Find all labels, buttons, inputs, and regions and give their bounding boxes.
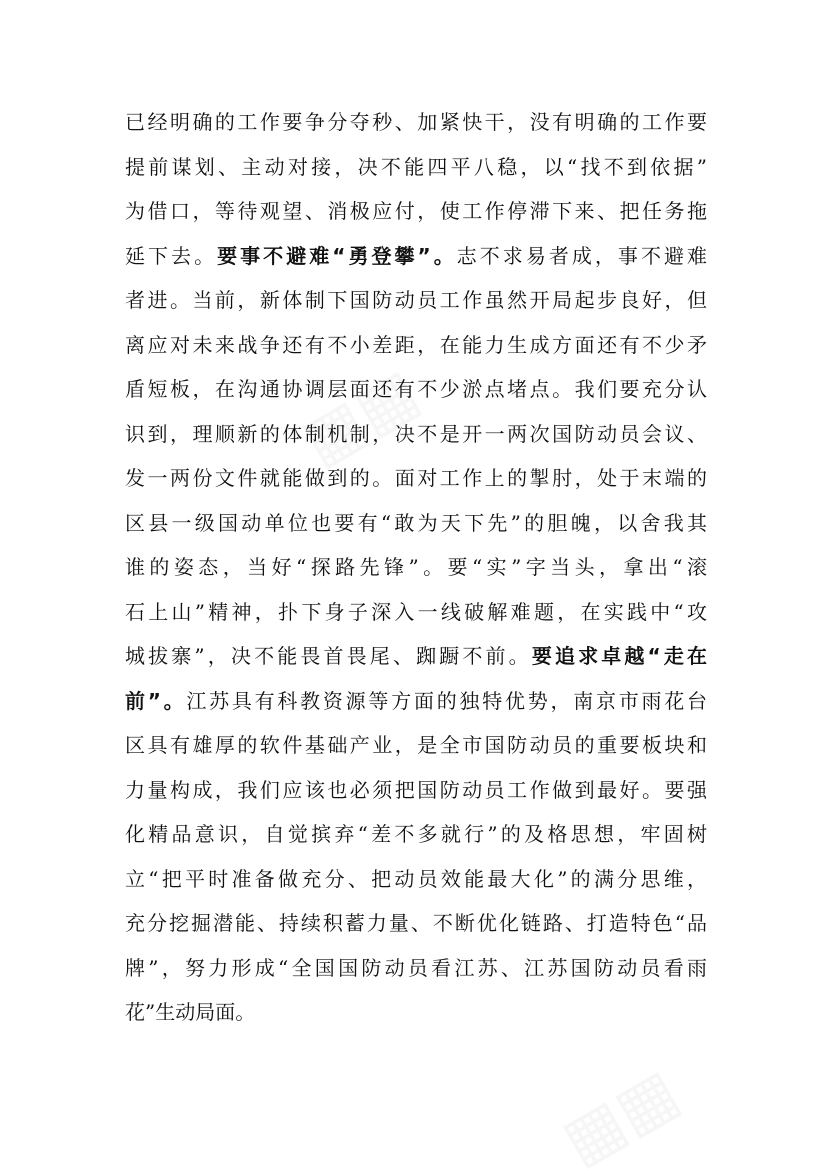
text-run: 延下去。 <box>125 243 218 268</box>
bold-heading-run: 要追求卓越“走在 <box>531 644 707 668</box>
text-run: 立“把平时准备做充分、把动员效能最大化”的满分思维， <box>125 866 707 891</box>
watermark-logo <box>550 1055 692 1174</box>
text-line <box>125 501 707 546</box>
text-run: 城拔寨”，决不能畏首畏尾、踟蹰不前。 <box>125 644 532 668</box>
text-run: 江苏具有科教资源等方面的独特优势，南京市雨花台 <box>186 688 707 713</box>
text-line <box>125 857 707 902</box>
text-line <box>125 456 707 501</box>
text-line <box>125 545 707 590</box>
text-run: 发一两份文件就能做到的。面对工作上的掣肘，处于末端的 <box>125 466 707 490</box>
text-run: 充分挖掘潜能、持续积蓄力量、不断优化链路、打造特色“品 <box>125 911 707 935</box>
text-line <box>125 189 707 234</box>
text-run: 者进。当前，新体制下国防动员工作虽然开局起步良好，但 <box>125 288 707 312</box>
text-run: 区具有雄厚的软件基础产业，是全市国防动员的重要板块和 <box>125 733 707 757</box>
text-line <box>125 946 707 991</box>
text-line <box>125 723 707 768</box>
text-run: 花”生动局面。 <box>125 1000 256 1024</box>
text-run: 识到，理顺新的体制机制，决不是开一两次国防动员会议、 <box>125 421 707 446</box>
text-line <box>125 768 707 813</box>
text-run: 盾短板，在沟通协调层面还有不少淤点堵点。我们要充分认 <box>125 377 707 401</box>
text-line <box>125 145 707 190</box>
text-run: 区县一级国动单位也要有“敢为天下先”的胆魄，以舍我其 <box>125 510 707 535</box>
text-line <box>125 367 707 412</box>
text-line <box>125 234 707 279</box>
text-run: 化精品意识，自觉摈弃“差不多就行”的及格思想，牢固树 <box>125 822 707 846</box>
bold-heading-run: 前”。 <box>125 688 187 713</box>
text-line <box>125 100 707 145</box>
bold-heading-run: 要事不避难“勇登攀”。 <box>217 243 457 268</box>
text-run: 谁的姿态，当好“探路先锋”。要“实”字当头，拿出“滚 <box>125 555 707 579</box>
text-line <box>125 323 707 368</box>
text-run: 志不求易者成，事不避难 <box>456 243 708 268</box>
text-line <box>125 990 707 1035</box>
text-line <box>125 634 707 679</box>
text-line <box>125 590 707 635</box>
text-line <box>125 812 707 857</box>
text-run: 力量构成，我们应该也必须把国防动员工作做到最好。要强 <box>125 777 707 802</box>
text-run: 石上山”精神，扑下身子深入一线破解难题，在实践中“攻 <box>125 599 707 624</box>
text-line <box>125 278 707 323</box>
text-line <box>125 901 707 946</box>
text-run: 已经明确的工作要争分夺秒、加紧快干，没有明确的工作要 <box>125 110 707 134</box>
text-line <box>125 412 707 457</box>
text-line <box>125 679 707 724</box>
body-text <box>125 100 707 1035</box>
text-run: 提前谋划、主动对接，决不能四平八稳，以“找不到依据” <box>125 154 707 179</box>
text-run: 为借口，等待观望、消极应付，使工作停滞下来、把任务拖 <box>125 199 707 223</box>
text-run: 离应对未来战争还有不小差距，在能力生成方面还有不少矛 <box>125 332 707 357</box>
text-run: 牌”，努力形成“全国国防动员看江苏、江苏国防动员看雨 <box>125 955 707 980</box>
